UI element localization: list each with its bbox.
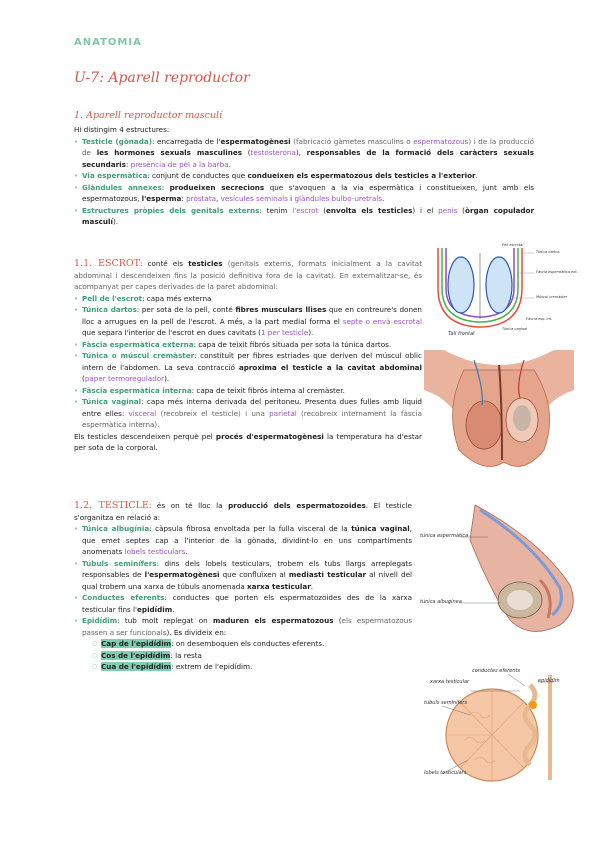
page-title: U-7: Aparell reproductor [74, 70, 250, 86]
figure-testicle-sagittal [420, 500, 585, 640]
figure-label: túnica espermàtica [420, 533, 469, 539]
figure-label: epidídim [538, 678, 560, 684]
section-testicle: 1.2. TESTICLE: és on té lloc la producció dels espermatozoides. El testicle s'organitza en relació a: • Túnica albugínia: càpsula fibrosa envoltada per la fulla visceral de la túnica vaginal, que emet septes cap a l'interior de la gònada, dividint-lo en uns compartiments anomenats lobels testiculars. • Túbuls seminífers: dins dels lobels testiculars, trobem els tubs llargs arreplegats responsables de l'espermatogènesi que confluïxen al mediasti testicular al nivell del qual trobem una xarxa de túbuls anomenada xarxa testicular. • Conductes eferents: conductes que porten els espermatozoides des de la xarxa testicular fins l'epidídim. • Epidídim: tub molt replegat on maduren els espermatozous (els espermatozous passen a ser funcionals). Es divideix en: ○ Cap de l'epidídim: on desemboquen els conductes eferents. ○ Cos de l'epidídim: la resta ○ Cua de l'epidídim: extrem de l'epidídim. [74, 500, 412, 673]
list-item: • Conductes eferents: conductes que porten els espermatozoides des de la xarxa testicular fins l'epidídim. [74, 592, 412, 615]
sublist-item: ○ Cua de l'epidídim: extrem de l'epidídim. [92, 661, 412, 673]
testicle-sagittal-illustration [420, 500, 585, 640]
scrotum-illustration [424, 350, 574, 475]
figure-tall-frontal [430, 243, 578, 343]
figure-caption: Tall frontal [448, 331, 475, 337]
list-item: • Pell de l'escrot: capa més externa [74, 293, 422, 305]
list-item: • Fàscia espermàtica externa: capa de teixit fibrós situada per sota la túnica dartos. [74, 339, 422, 351]
section-aparell-masculi [74, 124, 534, 228]
list-item: • Via espermàtica: conjunt de conductes que condueixen els espermatozous dels testicles a l'exterior. [74, 170, 534, 182]
list-item: • Túnica albugínia: càpsula fibrosa envoltada per la fulla visceral de la túnica vaginal, que emet septes cap a l'interior de la gònada, dividint-lo en uns compartiments anomenats lobels testiculars. [74, 523, 412, 558]
section-heading-testicle: 1.2. TESTICLE [74, 500, 149, 511]
figure-label: conductes eferents [472, 668, 521, 674]
sublist-item: ○ Cap de l'epidídim: on desemboquen els conductes eferents. [92, 638, 412, 650]
list-item: • Túnica vaginal: capa més interna derivada del peritoneu. Presenta dues fulles amb líquid entre elles: visceral (recobreix el testicle) i una parietal (recobreix internament la fàscia espermàtica interna). [74, 396, 422, 431]
section-escrot: 1.1. ESCROT: conté els testicles (genitals externs, formats inicialment a la cavitat abdominal i descendeixen fins la posició definitiva fora de la cavitat). En externalitzar-se, és acompanyat per capes derivades de la paret abdominal: • Pell de l'escrot: capa més externa • Túnica dartos: per sota de la pell, conté fibres musculars llises que en contreure's donen lloc a arrugues en la pell de l'escrot. A més, a la part medial forma el septe o envà escrotal que separa l'interior de l'escrot en dues cavitats (1 per testicle). • Fàscia espermàtica externa: capa de teixit fibrós situada per sota la túnica dartos. • Túnica o múscul cremàster: constituït per fibres estriades que deriven del múscul oblic intern de l'abdomen. La seva contracció aproxima el testicle a la cavitat abdominal (paper termoregulador). • Fàscia espermàtica interna: capa de teixit fibrós interna al cremàster. • Túnica vaginal: capa més interna derivada del peritoneu. Presenta dues fulles amb líquid entre elles: visceral (recobreix el testicle) i una parietal (recobreix internament la fàscia espermàtica interna). Els testicles descendeixen perquè pel procés d'espermatogènesi la temperatura ha d'estar per sota de la corporal. [74, 258, 422, 454]
section-heading-aparell-masculi: 1. Aparell reproductor masculí [74, 110, 223, 121]
figure-label: túnica albugínea [420, 599, 462, 605]
figure-label: lobels testiculars [424, 770, 467, 776]
scrotum-layers-diagram [430, 243, 570, 343]
figure-testicle-structure [420, 660, 585, 785]
figure-label: xarxa testicular [430, 679, 470, 685]
list-item: • Testicle (gònada): encarregada de l'espermatogènesi (fabricació gàmetes masculins o espermatozous) i de la producció de les hormones sexuals masculines (testosterona), responsables de la formació dels caràcters sexuals secundaris: presència de pèl a la barba. [74, 136, 534, 171]
figure-label: Múscul cremàster [536, 295, 568, 299]
sublist-item: ○ Cos de l'epidídim: la resta [92, 650, 412, 662]
figure-label: Fàscia esp. int. [526, 317, 553, 321]
figure-label: túbuls seminífers [424, 700, 468, 706]
section-heading-escrot: 1.1. ESCROT [74, 258, 141, 269]
figure-label: Túnica dartos [536, 250, 560, 254]
page-header: ANATOMIA [74, 37, 142, 48]
figure-label: Pell escrotal [502, 243, 524, 247]
figure-label: Túnica vaginal [502, 327, 528, 331]
intro-text: Hi distingim 4 estructures: [74, 125, 170, 134]
list-item: • Túnica dartos: per sota de la pell, conté fibres musculars llises que en contreure's donen lloc a arrugues en la pell de l'escrot. A més, a la part medial forma el septe o envà escrotal que separa l'interior de l'escrot en dues cavitats (1 per testicle). [74, 304, 422, 339]
figure-label: Fàscia espermàtica ext. [536, 270, 578, 274]
list-item: • Epidídim: tub molt replegat on maduren els espermatozous (els espermatozous passen a ser funcionals). Es divideix en: ○ Cap de l'epidídim: on desemboquen els conductes eferents. ○ Cos de l'epidídim: la resta ○ Cua de l'epidídim: extrem de l'epidídim. [74, 615, 412, 673]
figure-scrotum-anatomy [424, 350, 574, 475]
list-item: • Glàndules annexes: produeixen secrecions que s'avoquen a la via espermàtica i constitueixen, junt amb els espermatozous, l'esperma: pròstata, vesícules seminals i glàndules bulbo-uretrals. [74, 182, 534, 205]
list-item: • Estructures pròpies dels genitals externs: tenim l'escrot (envolta els testicles) i el penis (òrgan copulador masculí). [74, 205, 534, 228]
list-item: • Túnica o múscul cremàster: constituït per fibres estriades que deriven del múscul oblic intern de l'abdomen. La seva contracció aproxima el testicle a la cavitat abdominal (paper termoregulador). [74, 350, 422, 385]
list-item: • Túbuls seminífers: dins dels lobels testiculars, trobem els tubs llargs arreplegats responsables de l'espermatogènesi que confluïxen al mediasti testicular al nivell del qual trobem una xarxa de túbuls anomenada xarxa testicular. [74, 558, 412, 593]
list-item: • Fàscia espermàtica interna: capa de teixit fibrós interna al cremàster. [74, 385, 422, 397]
